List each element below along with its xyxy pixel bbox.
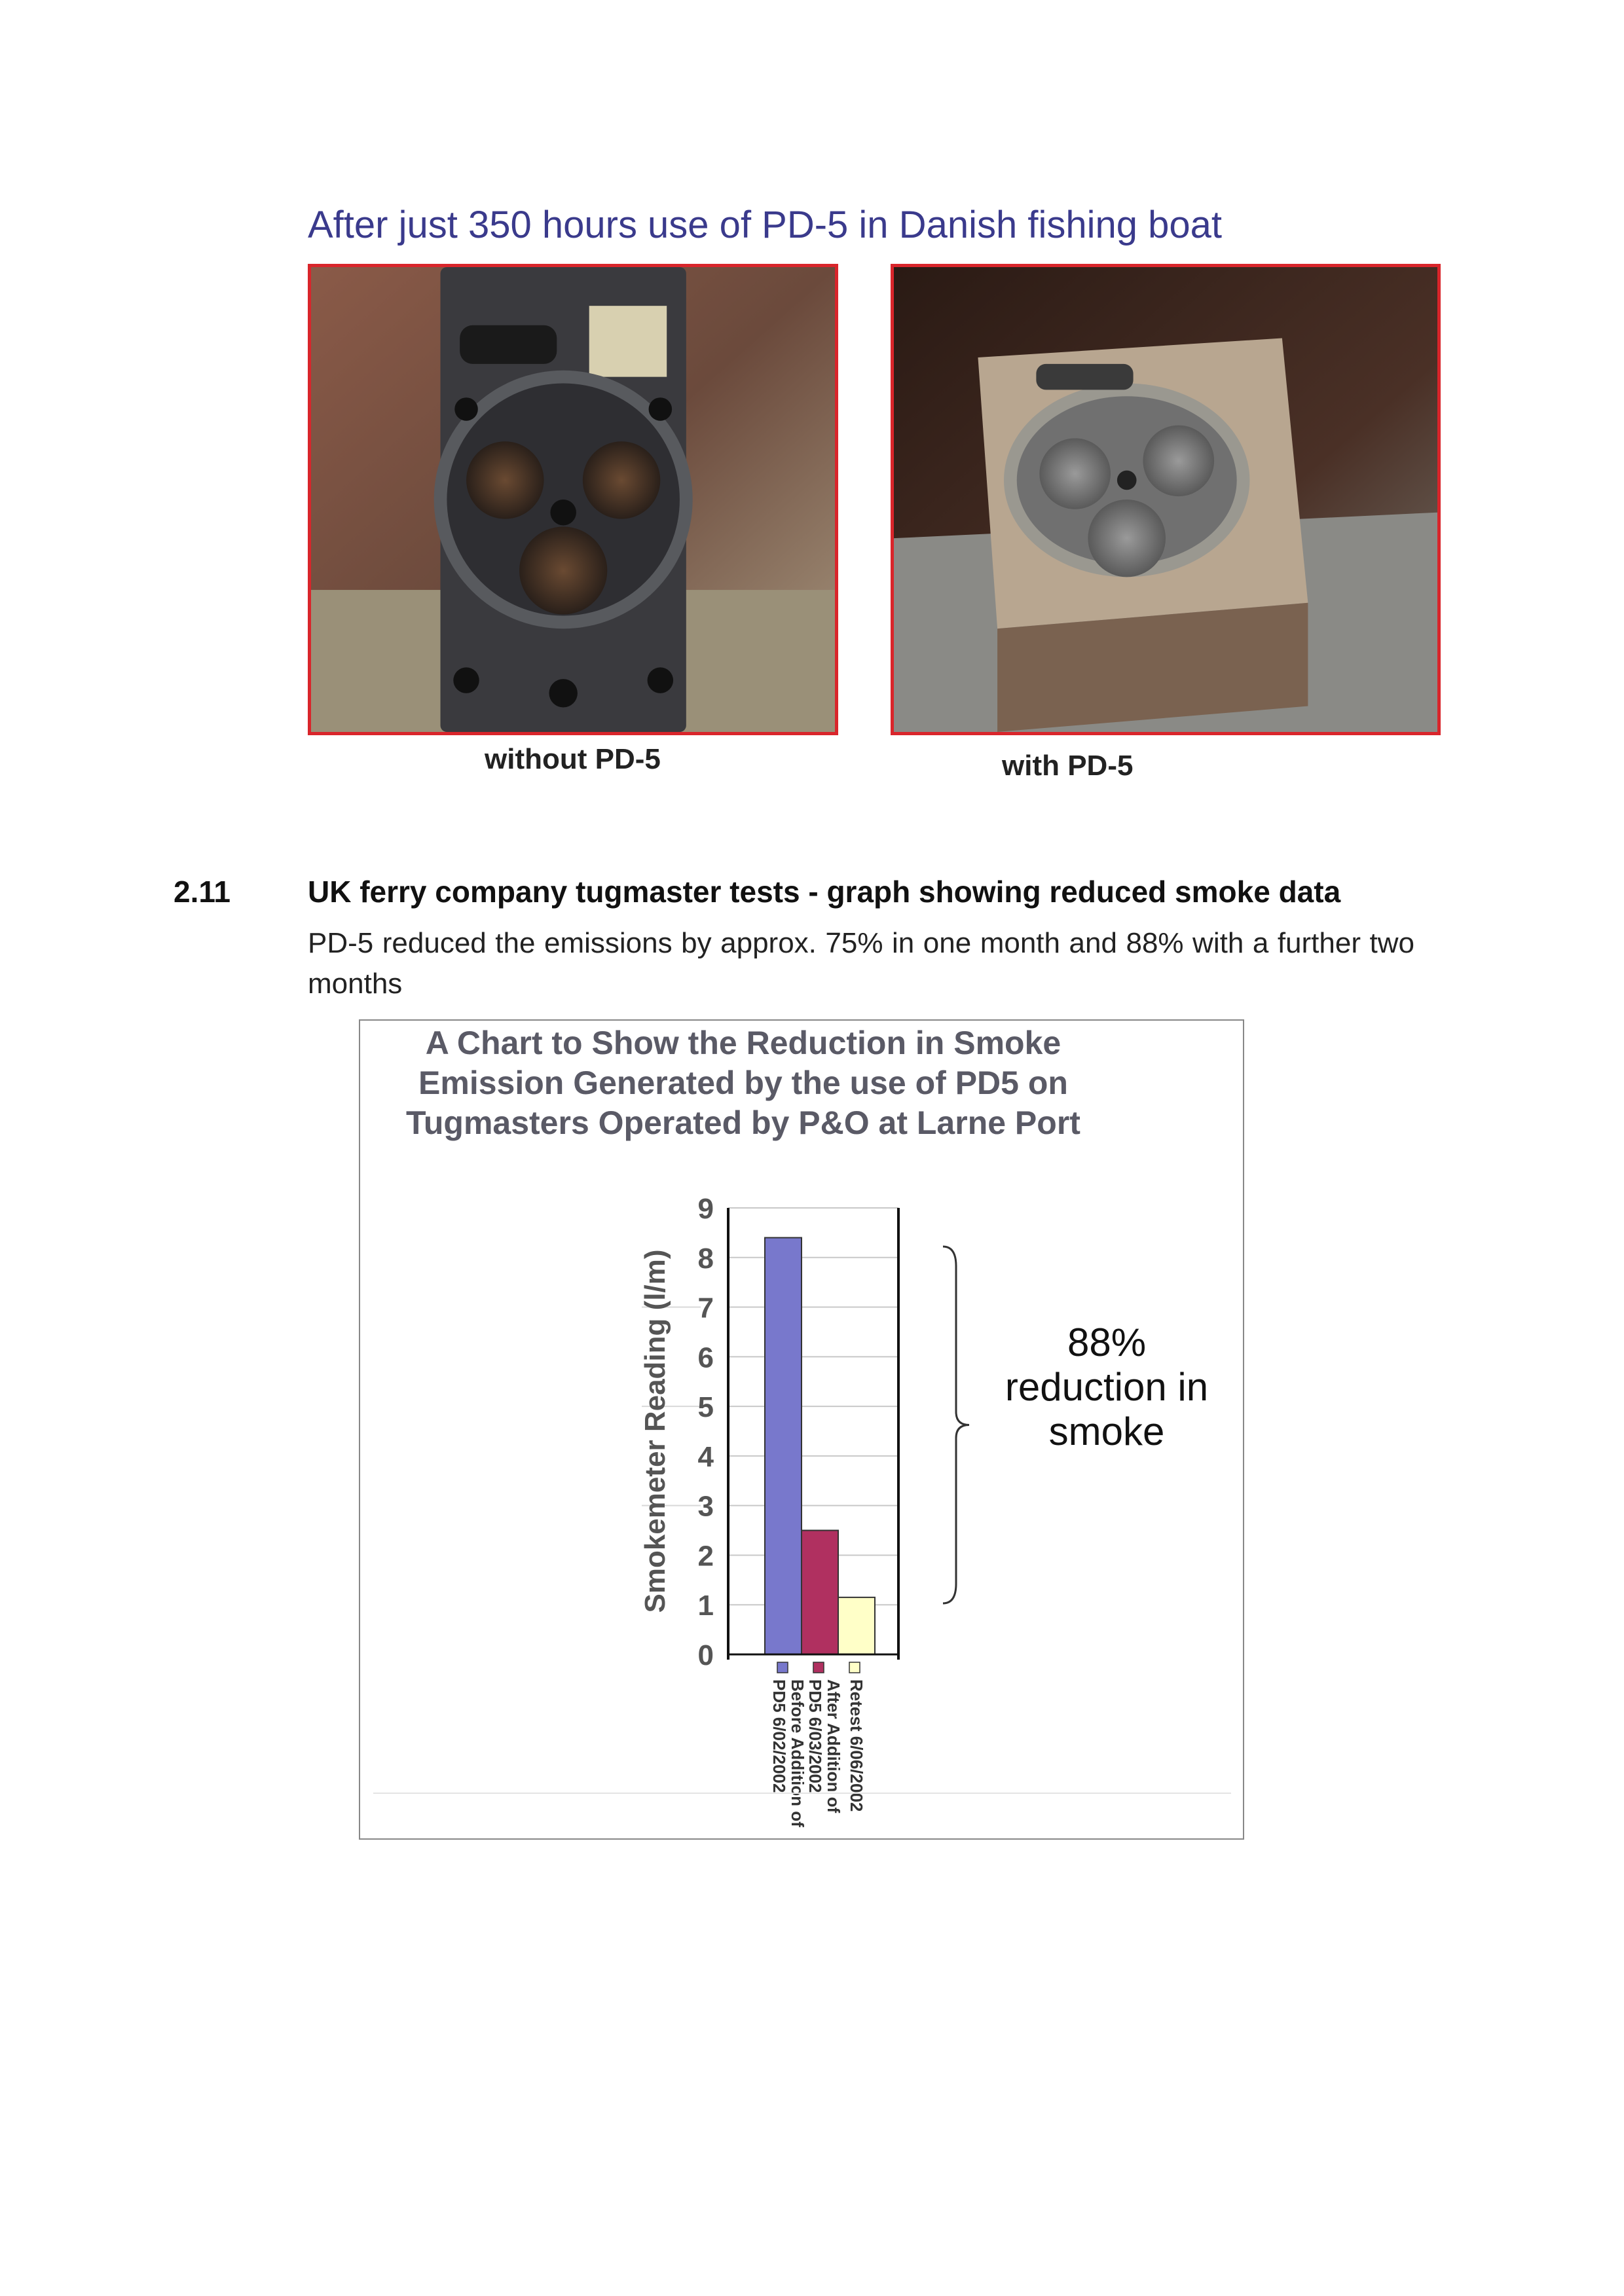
legend-label: PD5 6/02/2002	[769, 1679, 789, 1793]
bar	[802, 1531, 838, 1654]
legend-label: PD5 6/03/2002	[805, 1679, 825, 1793]
chart-plot	[360, 1021, 1246, 1841]
legend-swatch	[849, 1662, 860, 1673]
photo-caption-with: with PD-5	[1002, 750, 1134, 782]
chart-title-line-1: A Chart to Show the Reduction in Smoke	[425, 1025, 1061, 1061]
y-tick-label: 7	[697, 1292, 714, 1324]
annotation-text: smoke	[1048, 1410, 1165, 1453]
y-tick-label: 5	[697, 1391, 714, 1424]
section-title: UK ferry company tugmaster tests - graph showing reduced smoke data	[308, 875, 1341, 909]
legend-label: After Addition of	[824, 1679, 843, 1813]
y-tick-label: 1	[697, 1590, 714, 1622]
y-tick-label: 3	[697, 1490, 714, 1523]
annotation-brace	[943, 1247, 969, 1603]
y-tick-label: 8	[697, 1242, 714, 1275]
y-tick-label: 4	[697, 1440, 714, 1473]
y-tick-label: 9	[697, 1193, 714, 1225]
chart-title-line-3: Tugmasters Operated by P&O at Larne Port	[406, 1104, 1080, 1141]
annotation-text: 88%	[1067, 1321, 1147, 1364]
legend-swatch	[777, 1662, 788, 1673]
engine-head-photo-with-pd5	[891, 264, 1441, 735]
y-tick-label: 2	[697, 1540, 714, 1573]
engine-head-photo-without-pd5	[308, 264, 838, 735]
y-tick-label: 0	[697, 1639, 714, 1671]
bar	[765, 1237, 802, 1654]
photo-section-title: After just 350 hours use of PD-5 in Danish fishing boat	[308, 204, 1222, 246]
chart-title-line-2: Emission Generated by the use of PD5 on	[418, 1065, 1068, 1101]
y-axis-label: Smokemeter Reading (l/m)	[639, 1249, 671, 1613]
legend-swatch	[813, 1662, 824, 1673]
bar	[838, 1597, 875, 1654]
legend-label: Retest 6/06/2002	[847, 1679, 866, 1812]
annotation-text: reduction in	[1005, 1365, 1209, 1409]
smoke-reduction-chart	[359, 1019, 1244, 1840]
photo-caption-without: without PD-5	[485, 743, 661, 775]
legend-entry	[769, 1679, 807, 1827]
section-number: 2.11	[174, 875, 231, 909]
legend-label: Before Addition of	[788, 1679, 807, 1827]
y-tick-label: 6	[697, 1341, 714, 1374]
section-paragraph: PD-5 reduced the emissions by approx. 75% in one month and 88% with a further two months	[308, 927, 1414, 1000]
legend-entry	[847, 1679, 866, 1812]
